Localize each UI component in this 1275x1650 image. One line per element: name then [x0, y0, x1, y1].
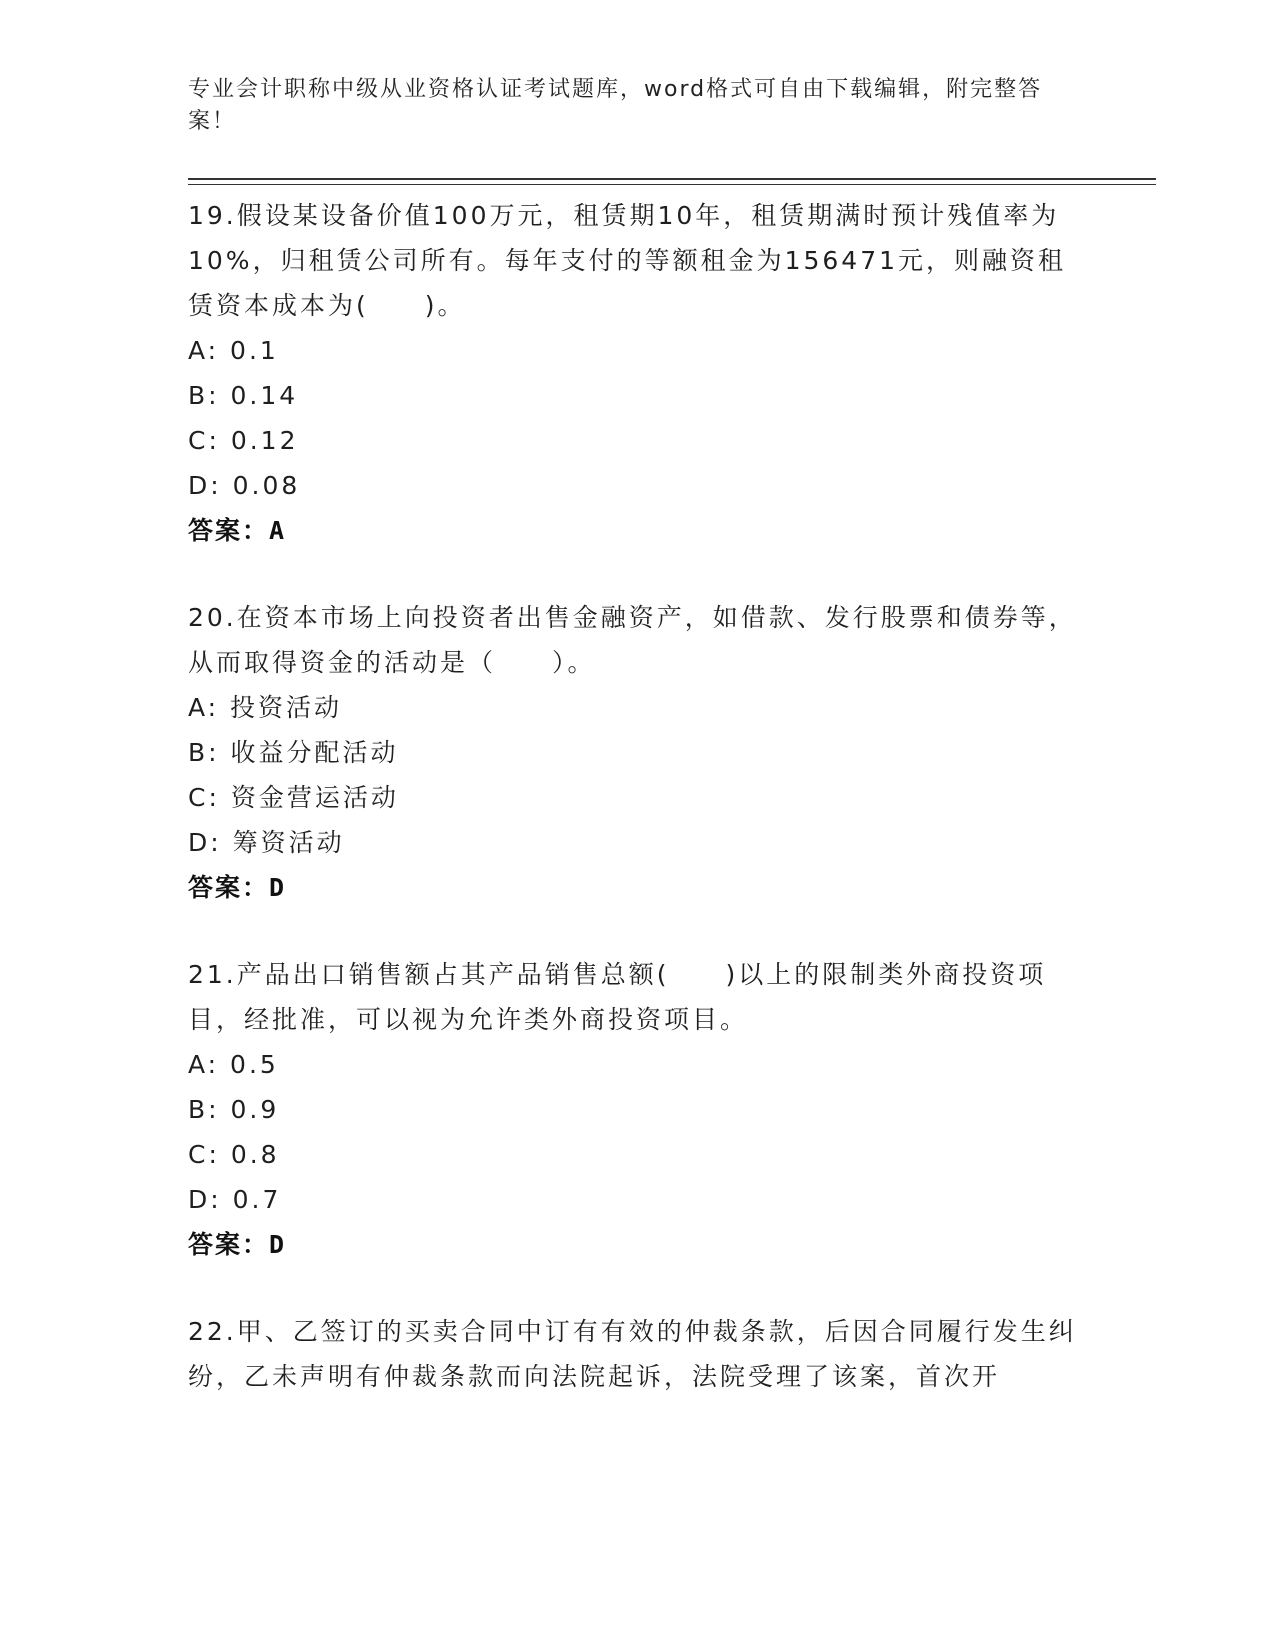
question-stem: 20.在资本市场上向投资者出售金融资产，如借款、发行股票和债券等，从而取得资金的活动是（ ）。 [188, 603, 1077, 677]
answer-label: 答案： [188, 1230, 270, 1259]
question-19 [188, 193, 1088, 553]
answer-value: A [269, 516, 287, 545]
option-b: B: 0.14 [188, 381, 299, 410]
option-d: D: 0.7 [188, 1185, 282, 1214]
question-stem: 19.假设某设备价值100万元，租赁期10年，租赁期满时预计残值率为10%，归租赁公司所有。每年支付的等额租金为156471元，则融资租赁资本成本为( )。 [188, 201, 1067, 320]
question-stem: 21.产品出口销售额占其产品销售总额( )以上的限制类外商投资项目，经批准，可以视为允许类外商投资项目。 [188, 960, 1047, 1034]
option-c: C: 资金营运活动 [188, 783, 399, 812]
option-a: A: 0.5 [188, 1050, 279, 1079]
header-divider-thick [188, 178, 1156, 180]
question-20 [188, 595, 1088, 910]
option-b: B: 收益分配活动 [188, 738, 399, 767]
answer-line [188, 865, 1088, 910]
answer-value: D [269, 1230, 287, 1259]
question-21 [188, 952, 1088, 1267]
option-b: B: 0.9 [188, 1095, 280, 1124]
question-22 [188, 1309, 1088, 1399]
option-c: C: 0.12 [188, 426, 299, 455]
answer-label: 答案： [188, 873, 270, 902]
option-d: D: 筹资活动 [188, 828, 345, 857]
question-list [188, 193, 1088, 1399]
option-a: A: 投资活动 [188, 693, 343, 722]
question-stem: 22.甲、乙签订的买卖合同中订有有效的仲裁条款，后因合同履行发生纠纷，乙未声明有仲裁条款而向法院起诉，法院受理了该案，首次开 [188, 1317, 1077, 1391]
answer-line [188, 508, 1088, 553]
option-d: D: 0.08 [188, 471, 301, 500]
answer-label: 答案： [188, 516, 270, 545]
header-divider-thin [188, 184, 1156, 185]
answer-value: D [269, 873, 287, 902]
option-a: A: 0.1 [188, 336, 279, 365]
answer-line [188, 1222, 1088, 1267]
document-header: 专业会计职称中级从业资格认证考试题库，word格式可自由下载编辑，附完整答案！ [188, 77, 1043, 134]
option-c: C: 0.8 [188, 1140, 280, 1169]
